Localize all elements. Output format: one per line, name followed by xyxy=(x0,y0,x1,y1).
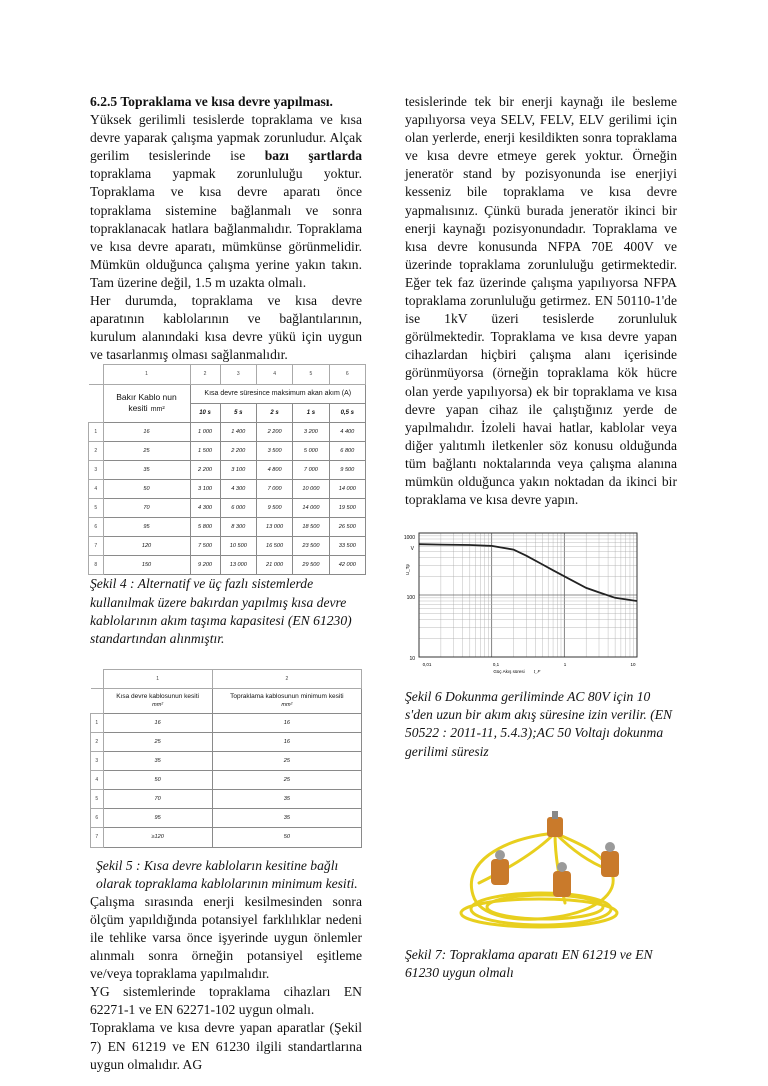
table5-row-number: 4 xyxy=(91,771,104,790)
table5-short-circuit-cell: 25 xyxy=(103,733,212,752)
table4-current-cell: 4 400 xyxy=(329,422,365,441)
x-tick-0: 0,01 xyxy=(422,662,432,668)
table5-corner-2 xyxy=(91,688,104,713)
table4-colnum: 1 xyxy=(103,365,190,384)
table5-header-row xyxy=(91,688,362,713)
table-row xyxy=(91,828,362,847)
table4-current-cell: 23 500 xyxy=(293,537,329,556)
table-row xyxy=(91,771,362,790)
table4-corner-2 xyxy=(89,384,104,422)
table4-current-cell: 2 200 xyxy=(220,441,256,460)
table4-colnum: 2 xyxy=(190,365,220,384)
table5-row-number: 2 xyxy=(91,733,104,752)
table-row xyxy=(89,537,366,556)
table4-current-cell: 3 500 xyxy=(256,441,292,460)
table-row xyxy=(91,713,362,732)
table5-grounding-cell: 16 xyxy=(212,713,361,732)
y-axis-label: U_Tp xyxy=(405,564,410,576)
table5-colnum: 1 xyxy=(103,669,212,688)
section-heading: 6.2.5 Topraklama ve kısa devre yapılması. xyxy=(90,94,333,109)
table4-current-cell: 3 100 xyxy=(220,460,256,479)
paragraph-potential: Çalışma sırasında enerji kesilmesinden sonra ölçüm yapıldığında potansiyel farklılıklar nedeni ile tehlike varsa önce işyerinde uygun önlemler alınmalı sonra örneğin potansiyel eşitleme ve/veya topraklama yapılmalıdır. xyxy=(90,893,362,982)
table4-current-cell: 2 200 xyxy=(256,422,292,441)
table4-current-cell: 33 500 xyxy=(329,537,365,556)
grounding-device-photo xyxy=(405,811,677,931)
table4-row-number: 7 xyxy=(89,537,104,556)
y-top-label: 1000 xyxy=(403,535,415,542)
top-clamp xyxy=(547,811,563,837)
table4-row-number: 5 xyxy=(89,499,104,518)
x-tick-1: 0,1 xyxy=(492,662,500,668)
paragraph-intro-text-c: topraklama yapmak zorunluluğu yoktur. Topraklama ve kısa devre aparatı önce topraklama sistemine bağlanmalı ve sonra topraklanacak hatlara bağlanmalıdır. Topraklama ve kısa devre aparatı, mümkünse görünmelidir. Mümkün olduğunca çalışma yerine yakın takın. Tam üzerine değil, 1.5 m uzakta olmalı. xyxy=(90,166,362,290)
x-tick-3: 10 xyxy=(630,662,636,668)
table5-short-circuit-cell: 16 xyxy=(103,713,212,732)
figure5-caption: Şekil 5 : Kısa devre kabloların kesitine bağlı olarak topraklama kablolarının minimum kesiti. xyxy=(96,857,358,891)
table-row xyxy=(91,809,362,828)
table4-current-cell: 5 000 xyxy=(293,441,329,460)
table4-colnum: 3 xyxy=(220,365,256,384)
table-row xyxy=(91,752,362,771)
table5-grounding-cell: 50 xyxy=(212,828,361,847)
touch-voltage-graph xyxy=(405,529,645,675)
y-mid-label: 100 xyxy=(406,595,415,602)
left-column xyxy=(90,93,362,1074)
table-row xyxy=(91,733,362,752)
table4-current-cell: 3 200 xyxy=(293,422,329,441)
table4-current-cell: 1 400 xyxy=(220,422,256,441)
table4-corner xyxy=(89,365,104,384)
x-tick-2: 1 xyxy=(563,662,567,668)
table5-short-circuit-cell: 70 xyxy=(103,790,212,809)
table4-current-cell: 13 000 xyxy=(220,556,256,575)
table4-section-cell: 35 xyxy=(103,460,190,479)
table5-short-circuit-cell: ≥120 xyxy=(103,828,212,847)
table4-current-cell: 14 000 xyxy=(329,479,365,498)
table4-row-number: 4 xyxy=(89,479,104,498)
table-row xyxy=(89,556,366,575)
table5-grounding-cell: 25 xyxy=(212,752,361,771)
table-row xyxy=(89,479,366,498)
table5-row-number: 1 xyxy=(91,713,104,732)
table4-current-cell: 10 000 xyxy=(293,479,329,498)
table4-section-cell: 120 xyxy=(103,537,190,556)
table4-current-cell: 19 500 xyxy=(329,499,365,518)
table-row xyxy=(89,518,366,537)
left-clamp xyxy=(491,850,509,885)
table4-current-cell: 10 500 xyxy=(220,537,256,556)
table5-header-2 xyxy=(212,688,361,713)
table4-current-cell: 26 500 xyxy=(329,518,365,537)
table5-row-number: 6 xyxy=(91,809,104,828)
table4-duration-header: 2 s xyxy=(256,403,292,422)
table5-header-2-text: Topraklama kablosunun minimum kesiti xyxy=(230,692,344,700)
table4-colnum: 5 xyxy=(293,365,329,384)
table4-colnum: 6 xyxy=(329,365,365,384)
table4-header-unit: mm² xyxy=(150,405,165,413)
table5-header-1-text: Kısa devre kablosunun kesiti xyxy=(116,692,199,700)
table5-header-1 xyxy=(103,688,212,713)
table-row xyxy=(89,499,366,518)
table5-short-circuit-cell: 95 xyxy=(103,809,212,828)
table4-duration-header: 10 s xyxy=(190,403,220,422)
table4-duration-header: 5 s xyxy=(220,403,256,422)
table4-row-number: 1 xyxy=(89,422,104,441)
table4-header-row xyxy=(89,384,366,403)
table4-current-cell: 18 500 xyxy=(293,518,329,537)
table-row xyxy=(91,790,362,809)
table4-row-number: 2 xyxy=(89,441,104,460)
table5-colnum: 2 xyxy=(212,669,361,688)
table4-current-cell: 7 500 xyxy=(190,537,220,556)
right-column xyxy=(405,93,677,982)
table5-row-number: 7 xyxy=(91,828,104,847)
y-unit-label: V xyxy=(410,546,414,553)
table-row xyxy=(89,422,366,441)
y-bottom-label: 10 xyxy=(409,656,415,663)
table5-grounding-cell: 35 xyxy=(212,809,361,828)
table5-grounding-cell: 35 xyxy=(212,790,361,809)
table4-current-cell: 13 000 xyxy=(256,518,292,537)
table4-current-cell: 29 500 xyxy=(293,556,329,575)
table4-row-number: 3 xyxy=(89,460,104,479)
paragraph-standards: Topraklama ve kısa devre yapan aparatlar (Şekil 7) EN 61219 ve EN 61230 ilgili standartlarına uygun olmalıdır. AG xyxy=(90,1020,362,1072)
table4-current-cell: 3 100 xyxy=(190,479,220,498)
table4-section-cell: 95 xyxy=(103,518,190,537)
table4-current-cell: 7 000 xyxy=(293,460,329,479)
table4-section-cell: 150 xyxy=(103,556,190,575)
table4-current-cell: 1 500 xyxy=(190,441,220,460)
table4-header-section-text: Bakır Kablo nun kesiti xyxy=(116,391,177,413)
table4-colnum: 4 xyxy=(256,365,292,384)
table5-grounding-cell: 16 xyxy=(212,733,361,752)
table5-unit: mm² xyxy=(281,701,293,708)
table4-section-cell: 25 xyxy=(103,441,190,460)
table4-duration-header: 0,5 s xyxy=(329,403,365,422)
table4-colnum-row xyxy=(89,365,366,384)
paragraph-single-source: tesislerinde tek bir enerji kaynağı ile besleme yapılıyorsa veya SELV, FELV, ELV gerilimi için olan yerlerde, enerji kesildikten sonra topraklama ve kısa devre etmeye gerek yoktur. Örneğin jeneratör stand by pozisyonunda ise enerjiyi kesseniz bile topraklama ve kısa devre yapmalısınız. Çünkü burada jeneratör ikinci bir enerji kaynağı pozisyonundadır. Topraklama ve kısa devre konusunda NFPA 70E 400V ve üzerinde topraklama zorunluluğu getirmektedir. Eğer tek faz üzerinde çalışma yapılıyorsa NFPA topraklama zorunluluğu getirmez. EN 50110-1'de ise 1kV üzeri tesislerde zorunluluk görülmektedir. Topraklama ve kısa devre yapan cihazlardan hiçbiri çalışma alanı içerisinde görünmüyorsa (örneğin topraklama kök hücre olan yerde yapılıyorsa) ek bir topraklama ve kısa devre yapan cihaz ile çalıştığınız yerde de yapılmalıdır. İzoleli havai hatlar, kablolar veya diğer yalıtımlı iletkenler söz konusu olduğunda tüm bağlantı noktalarında veya çalışma alanına mümkün olduğunca yakın noktadan da ikinci bir topraklama ve kısa devre yapın. xyxy=(405,94,677,508)
table4-current-cell: 6 800 xyxy=(329,441,365,460)
figure4-caption: Şekil 4 : Alternatif ve üç fazlı sistemlerde kullanılmak üzere bakırdan yapılmış kısa devre kablolarının akım taşıma kapasitesi (EN 61230) standartından alınmıştır. xyxy=(90,576,352,646)
table4-current-cell: 42 000 xyxy=(329,556,365,575)
current-capacity-table xyxy=(88,364,366,575)
table4-duration-header: 1 s xyxy=(293,403,329,422)
table4-current-cell: 9 500 xyxy=(256,499,292,518)
table5-row-number: 5 xyxy=(91,790,104,809)
table4-header-section xyxy=(103,384,190,422)
figure6-caption: Şekil 6 Dokunma geriliminde AC 80V için 10 s'den uzun bir akım akış süresine izin verilir. (EN 50522 : 2011-11, 5.4.3);AC 50 Voltajı dokunma gerilimi süresiz xyxy=(405,689,673,759)
table4-current-cell: 14 000 xyxy=(293,499,329,518)
table4-current-cell: 8 300 xyxy=(220,518,256,537)
right-clamp xyxy=(601,842,619,877)
table4-current-cell: 21 000 xyxy=(256,556,292,575)
table-row xyxy=(89,460,366,479)
table4-current-cell: 4 800 xyxy=(256,460,292,479)
table5-colnum-row xyxy=(91,669,362,688)
table4-section-cell: 50 xyxy=(103,479,190,498)
table4-current-cell: 6 000 xyxy=(220,499,256,518)
middle-clamp xyxy=(553,862,571,897)
table4-current-cell: 7 000 xyxy=(256,479,292,498)
table4-current-cell: 5 800 xyxy=(190,518,220,537)
table4-row-number: 6 xyxy=(89,518,104,537)
table4-section-cell: 16 xyxy=(103,422,190,441)
table5-short-circuit-cell: 35 xyxy=(103,752,212,771)
grounding-cables xyxy=(461,833,617,927)
table4-current-cell: 1 000 xyxy=(190,422,220,441)
grounding-cable-table xyxy=(90,669,362,848)
table4-row-number: 8 xyxy=(89,556,104,575)
paragraph-intro xyxy=(90,111,362,292)
table4-current-cell: 9 200 xyxy=(190,556,220,575)
paragraph-intro-bold: bazı şartlarda xyxy=(264,148,362,164)
table4-current-cell: 9 500 xyxy=(329,460,365,479)
paragraph-cables: Her durumda, topraklama ve kısa devre aparatının kablolarının ve bağlantılarının, kurulum alanındaki kısa devre yükü için uygun ve tasarlanmış olması sağlanmalıdır. xyxy=(90,293,362,363)
table-row xyxy=(89,441,366,460)
x-axis-label: Güç Akış süresi xyxy=(493,669,525,675)
table4-current-cell: 16 500 xyxy=(256,537,292,556)
table4-section-cell: 70 xyxy=(103,499,190,518)
table4-current-cell: 4 300 xyxy=(190,499,220,518)
table5-unit: mm² xyxy=(152,701,164,708)
x-unit-label: t_F xyxy=(533,669,541,675)
table5-short-circuit-cell: 50 xyxy=(103,771,212,790)
figure7-caption: Şekil 7: Topraklama aparatı EN 61219 ve EN 61230 uygun olmalı xyxy=(405,946,653,980)
paragraph-hv-devices: YG sistemlerinde topraklama cihazları EN 62271-1 ve EN 62271-102 uygun olmalı. xyxy=(90,984,362,1018)
paragraph-intro-text-a: Yüksek gerilimli tesislerde topraklama ve kısa devre yaparak çalışma yapmak zorunludur. Alçak gerilim tesislerinde ise xyxy=(90,112,362,164)
touch-voltage-curve xyxy=(419,544,637,601)
table5-row-number: 3 xyxy=(91,752,104,771)
table5-grounding-cell: 25 xyxy=(212,771,361,790)
table4-current-cell: 4 300 xyxy=(220,479,256,498)
table5-corner xyxy=(91,669,104,688)
table4-header-current: Kısa devre süresince maksimum akan akım (A) xyxy=(190,384,366,403)
table4-current-cell: 2 200 xyxy=(190,460,220,479)
